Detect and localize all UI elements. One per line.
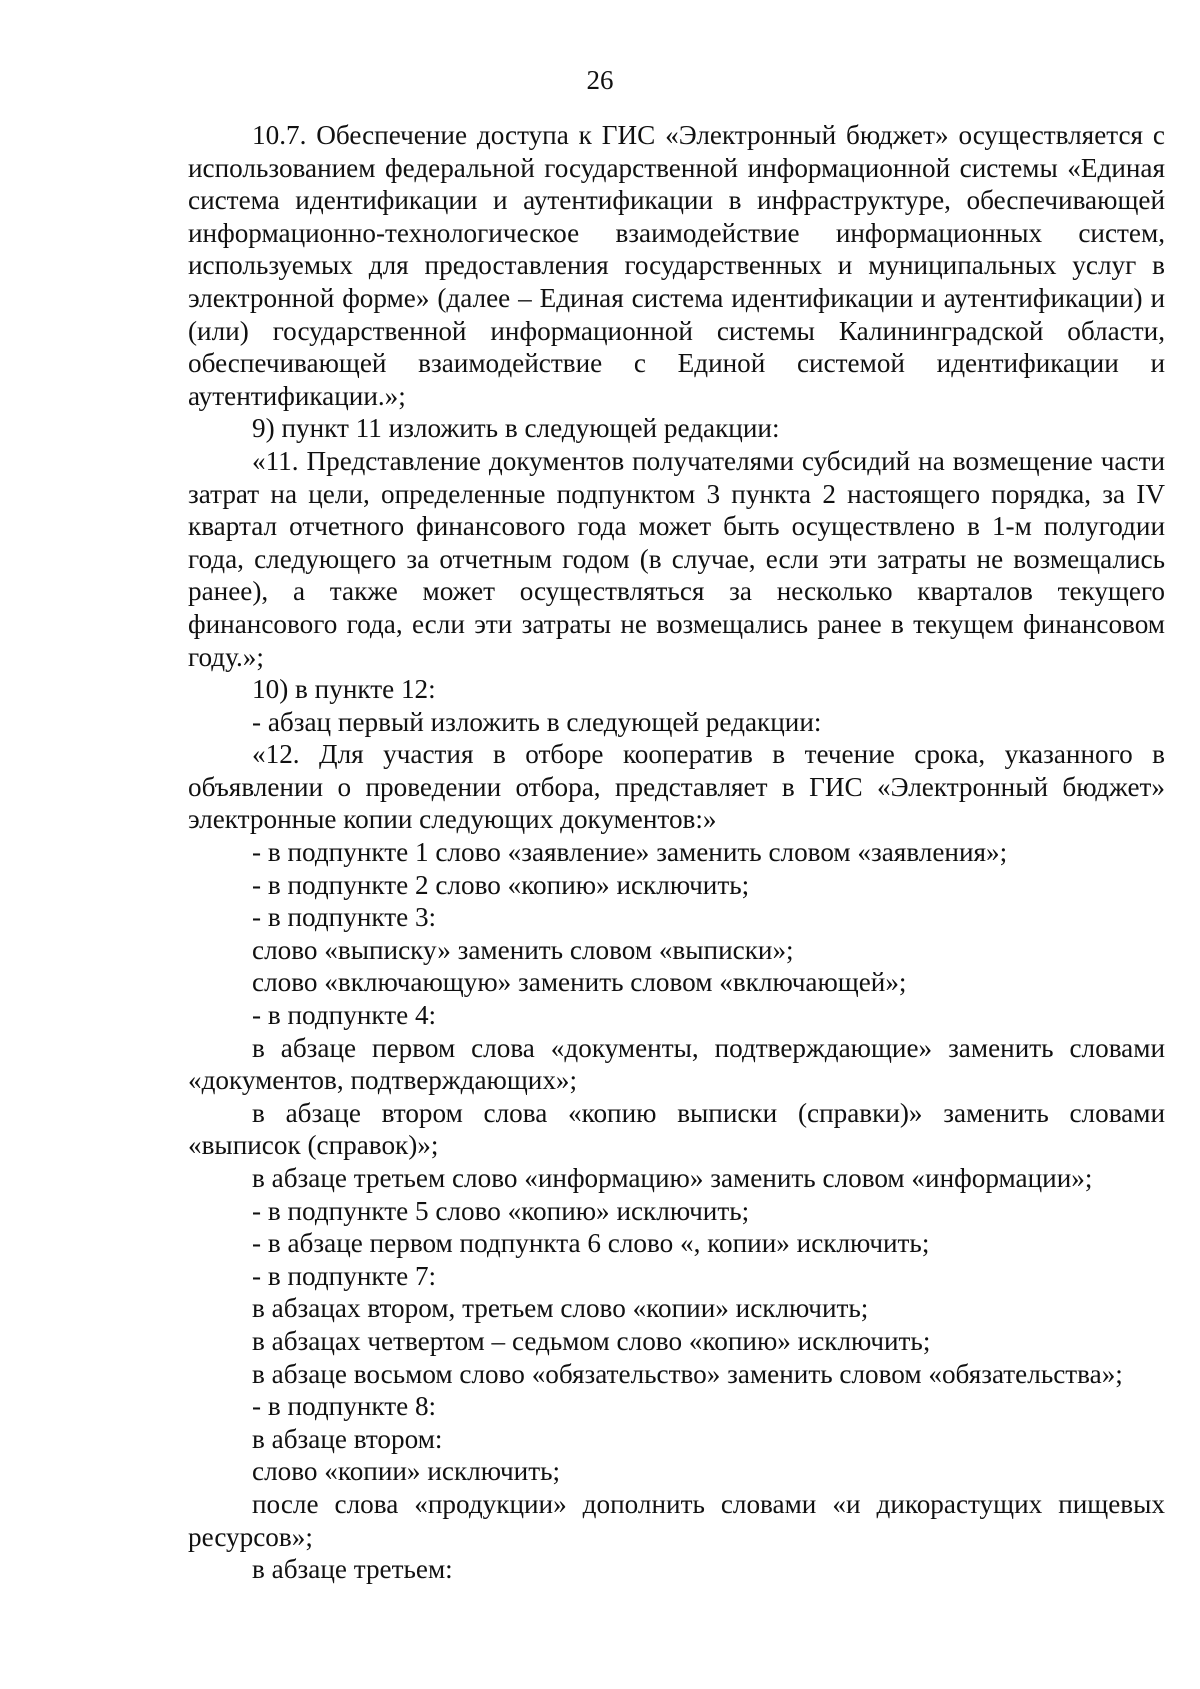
paragraph-subpoint-4: - в подпункте 4: — [252, 1000, 437, 1031]
paragraph-subpoint-3-b: слово «включающую» заменить словом «включающей»; — [252, 967, 907, 998]
paragraph-10-7: 10.7. Обеспечение доступа к ГИС «Электронный бюджет» осуществляется с использованием федеральной государственной информационной системы «Единая система идентификации и аутентификации в инфраструктуре, обеспечивающей информационно-технологическое взаимодействие информационных систем, используемых для предоставления государственных и муниципальных услуг в электронной форме» (далее – Единая система идентификации и аутентификации) и (или) государственной информационной системы Калининградской области, обеспечивающей взаимодействие с Единой системой идентификации и аутентификации.»; — [188, 120, 1165, 411]
paragraph-subpoint-4-a: в абзаце первом слова «документы, подтверждающие» заменить словами «документов, подтверждающих»; — [188, 1032, 1165, 1096]
paragraph-subpoint-3-a: слово «выписку» заменить словом «выписки»; — [252, 934, 794, 965]
paragraph-subpoint-8-d: в абзаце третьем: — [252, 1554, 453, 1585]
paragraph-subpoint-4-c: в абзаце третьем слово «информацию» заменить словом «информации»; — [252, 1163, 1093, 1193]
paragraph-subpoint-7-b: в абзацах четвертом – седьмом слово «копию» исключить; — [252, 1325, 931, 1356]
paragraph-subpoint-2: - в подпункте 2 слово «копию» исключить; — [252, 869, 750, 900]
paragraph-subpoint-8: - в подпункте 8: — [252, 1391, 437, 1422]
paragraph-subpoint-8-b: слово «копии» исключить; — [252, 1456, 561, 1487]
paragraph-subpoint-5: - в подпункте 5 слово «копию» исключить; — [252, 1195, 750, 1226]
paragraph-subpoint-8-c: после слова «продукции» дополнить словами «и дикорастущих пищевых ресурсов»; — [188, 1488, 1165, 1552]
paragraph-subpoint-4-b: в абзаце втором слова «копию выписки (справки)» заменить словами «выписок (справок)»; — [188, 1097, 1165, 1161]
paragraph-point-11: «11. Представление документов получателями субсидий на возмещение части затрат на цели, определенные подпунктом 3 пункта 2 настоящего порядка, за IV квартал отчетного финансового года может быть осуществлено в 1-м полугодии года, следующего за отчетным годом (в случае, если эти затраты не возмещались ранее), а также может осуществляться за несколько кварталов текущего финансового года, если эти затраты не возмещались ранее в текущем финансовом году.»; — [188, 445, 1165, 672]
paragraph-item-10: 10) в пункте 12: — [252, 674, 436, 705]
paragraph-subpoint-1: - в подпункте 1 слово «заявление» заменить словом «заявления»; — [252, 837, 1008, 868]
page-number: 26 — [586, 65, 614, 95]
paragraph-item-9: 9) пункт 11 изложить в следующей редакции: — [252, 413, 780, 444]
paragraph-subpoint-7: - в подпункте 7: — [252, 1260, 437, 1291]
paragraph-subpoint-8-a: в абзаце втором: — [252, 1423, 443, 1454]
paragraph-point-12: «12. Для участия в отборе кооператив в течение срока, указанного в объявлении о проведении отбора, представляет в ГИС «Электронный бюджет» электронные копии следующих документов:» — [188, 739, 1165, 835]
paragraph-subpoint-7-a: в абзацах втором, третьем слово «копии» исключить; — [252, 1293, 869, 1324]
paragraph-subpoint-3: - в подпункте 3: — [252, 902, 437, 933]
document-body — [188, 119, 1165, 1586]
paragraph-subpoint-6: - в абзаце первом подпункта 6 слово «, копии» исключить; — [252, 1228, 930, 1259]
paragraph-subpoint-7-c: в абзаце восьмом слово «обязательство» заменить словом «обязательства»; — [252, 1358, 1123, 1389]
paragraph-first-abzac: - абзац первый изложить в следующей редакции: — [252, 706, 822, 737]
